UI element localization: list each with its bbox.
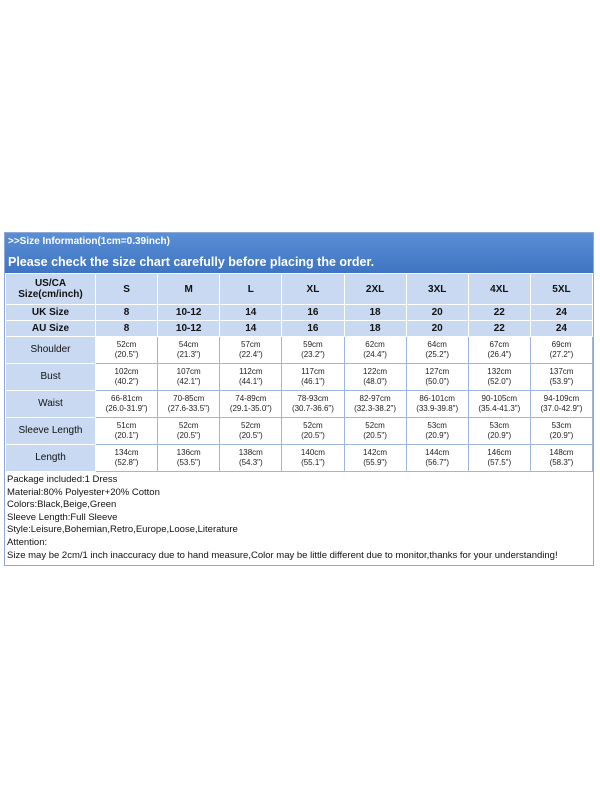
measurement-inch: (29.1-35.0")	[229, 404, 272, 413]
measurement-cm: 62cm	[365, 340, 385, 349]
measurement-cell	[96, 418, 158, 445]
measurement-inch: (40.2")	[114, 377, 139, 386]
au-size-value: 10-12	[158, 321, 220, 337]
uk-size-value: 16	[282, 305, 344, 321]
measurement-inch: (26.0-31.9")	[105, 404, 148, 413]
measurement-inch: (50.0")	[425, 377, 450, 386]
measurement-inch: (57.5")	[487, 458, 512, 467]
uk-size-value: 22	[468, 305, 530, 321]
product-notes	[5, 472, 593, 565]
measurement-cell	[220, 445, 282, 472]
size-header: L	[220, 274, 282, 305]
measurement-cm: 122cm	[363, 367, 388, 376]
au-size-value: 22	[468, 321, 530, 337]
measurement-cm: 140cm	[300, 448, 325, 457]
measurement-cell	[344, 337, 406, 364]
measurement-cell	[406, 445, 468, 472]
measurement-cell	[96, 445, 158, 472]
measurement-cell	[468, 337, 530, 364]
measurement-cm: 134cm	[114, 448, 139, 457]
size-header: M	[158, 274, 220, 305]
measurement-cm: 59cm	[303, 340, 323, 349]
measurement-cell	[530, 418, 592, 445]
note-line: Sleeve Length:Full Sleeve	[7, 511, 118, 523]
measurement-cell	[282, 391, 344, 418]
measurement-inch: (56.7")	[425, 458, 450, 467]
note-line: Attention:	[7, 536, 48, 548]
size-chart-card	[4, 232, 594, 566]
measurement-cm: 52cm	[116, 340, 137, 349]
measurement-cell	[468, 391, 530, 418]
measurement-cell	[282, 418, 344, 445]
uk-size-value: 8	[96, 305, 158, 321]
measurement-cell	[344, 364, 406, 391]
size-table	[5, 273, 593, 472]
measurement-cm: 52cm	[178, 421, 199, 430]
measurement-label: Shoulder	[6, 337, 96, 364]
measurement-inch: (23.2")	[301, 350, 325, 359]
measurement-inch: (32.3-38.2")	[354, 404, 397, 413]
measurement-cell	[530, 445, 592, 472]
measurement-cell	[344, 391, 406, 418]
measurement-row-length	[6, 445, 593, 472]
measurement-inch: (20.5")	[363, 431, 387, 440]
measurement-inch: (20.5")	[301, 431, 325, 440]
measurement-cell	[530, 364, 592, 391]
uk-size-value: 14	[220, 305, 282, 321]
measurement-cell	[406, 364, 468, 391]
measurement-label: Waist	[6, 391, 96, 418]
measurement-inch: (54.3")	[238, 458, 263, 467]
measurement-cell	[282, 337, 344, 364]
measurement-inch: (27.6-33.5")	[167, 404, 210, 413]
measurement-inch: (55.1")	[301, 458, 325, 467]
measurement-cell	[158, 364, 220, 391]
measurement-inch: (24.4")	[363, 350, 387, 359]
measurement-inch: (20.1")	[114, 431, 139, 440]
measurement-inch: (53.5")	[176, 458, 201, 467]
au-size-value: 8	[96, 321, 158, 337]
measurement-inch: (20.5")	[114, 350, 139, 359]
measurement-row-sleeve-length	[6, 418, 593, 445]
measurement-cm: 53cm	[551, 421, 572, 430]
measurement-cm: 137cm	[549, 367, 574, 376]
measurement-cell	[530, 391, 592, 418]
measurement-cell	[406, 337, 468, 364]
measurement-inch: (20.5")	[176, 431, 201, 440]
measurement-inch: (21.3")	[176, 350, 201, 359]
note-line: Size may be 2cm/1 inch inaccuracy due to hand measure,Color may be little different due to monitor,thanks for your understanding!	[7, 549, 558, 561]
au-size-value: 20	[406, 321, 468, 337]
measurement-cm: 52cm	[241, 421, 261, 430]
measurement-row-waist	[6, 391, 593, 418]
size-info-banner	[5, 233, 593, 273]
measurement-cm: 102cm	[114, 367, 139, 376]
measurement-cm: 142cm	[363, 448, 388, 457]
measurement-inch: (20.5")	[238, 431, 263, 440]
uk-size-value: 24	[530, 305, 592, 321]
measurement-cm: 67cm	[489, 340, 510, 349]
note-line: Material:80% Polyester+20% Cotton	[7, 486, 160, 498]
measurement-cm: 117cm	[301, 367, 325, 376]
measurement-cell	[220, 391, 282, 418]
measurement-cell	[406, 418, 468, 445]
measurement-cm: 70-85cm	[173, 394, 205, 403]
measurement-inch: (30.7-36.6")	[291, 404, 334, 413]
measurement-inch: (20.9")	[425, 431, 450, 440]
measurement-inch: (44.1")	[238, 377, 263, 386]
measurement-cm: 112cm	[239, 367, 263, 376]
measurement-cm: 86-101cm	[419, 394, 455, 403]
measurement-inch: (46.1")	[301, 377, 325, 386]
measurement-cm: 53cm	[427, 421, 447, 430]
measurement-cm: 136cm	[176, 448, 201, 457]
size-info-heading: >>Size Information(1cm=0.39inch)	[8, 236, 170, 247]
measurement-label: Bust	[6, 364, 96, 391]
measurement-cm: 52cm	[365, 421, 385, 430]
au-size-value: 16	[282, 321, 344, 337]
measurement-cell	[282, 364, 344, 391]
measurement-cm: 51cm	[116, 421, 137, 430]
measurement-inch: (20.9")	[487, 431, 512, 440]
measurement-cm: 54cm	[178, 340, 199, 349]
measurement-cell	[220, 364, 282, 391]
measurement-inch: (52.0")	[487, 377, 512, 386]
measurement-cm: 144cm	[425, 448, 450, 457]
measurement-inch: (52.8")	[114, 458, 139, 467]
au-size-value: 14	[220, 321, 282, 337]
measurement-inch: (27.2")	[549, 350, 574, 359]
measurement-inch: (58.3")	[549, 458, 574, 467]
measurement-cm: 90-105cm	[481, 394, 518, 403]
measurement-cm: 52cm	[303, 421, 323, 430]
size-header: 2XL	[344, 274, 406, 305]
au-size-value: 24	[530, 321, 592, 337]
uk-size-value: 18	[344, 305, 406, 321]
measurement-cm: 148cm	[549, 448, 574, 457]
note-line: Style:Leisure,Bohemian,Retro,Europe,Loose,Literature	[7, 524, 238, 536]
size-header: S	[96, 274, 158, 305]
measurement-inch: (37.0-42.9")	[540, 404, 583, 413]
us-ca-size-label: US/CA Size(cm/inch)	[6, 274, 96, 305]
measurement-cm: 64cm	[427, 340, 447, 349]
au-size-label: AU Size	[6, 321, 96, 337]
measurement-cell	[158, 418, 220, 445]
measurement-inch: (20.9")	[549, 431, 574, 440]
measurement-cell	[220, 418, 282, 445]
measurement-cell	[468, 364, 530, 391]
measurement-inch: (22.4")	[238, 350, 263, 359]
measurement-row-shoulder	[6, 337, 593, 364]
measurement-cm: 138cm	[238, 448, 263, 457]
measurement-cm: 78-93cm	[297, 394, 329, 403]
measurement-cm: 57cm	[241, 340, 261, 349]
au-size-row	[6, 321, 593, 337]
size-header: 3XL	[406, 274, 468, 305]
measurement-label: Length	[6, 445, 96, 472]
measurement-cm: 66-81cm	[111, 394, 143, 403]
measurement-cell	[158, 391, 220, 418]
uk-size-value: 20	[406, 305, 468, 321]
measurement-cell	[158, 445, 220, 472]
uk-size-value: 10-12	[158, 305, 220, 321]
measurement-cm: 132cm	[487, 367, 512, 376]
measurement-inch: (42.1")	[176, 377, 201, 386]
measurement-inch: (55.9")	[363, 458, 387, 467]
measurement-cell	[158, 337, 220, 364]
measurement-cell	[406, 391, 468, 418]
us-ca-size-row	[6, 274, 593, 305]
measurement-inch: (53.9")	[549, 377, 574, 386]
size-chart-notice: Please check the size chart carefully before placing the order.	[8, 255, 375, 269]
measurement-cm: 146cm	[487, 448, 512, 457]
measurement-cell	[468, 418, 530, 445]
measurement-cm: 127cm	[425, 367, 450, 376]
size-header: XL	[282, 274, 344, 305]
measurement-cm: 53cm	[489, 421, 510, 430]
au-size-value: 18	[344, 321, 406, 337]
measurement-inch: (35.4-41.3")	[478, 404, 521, 413]
measurement-row-bust	[6, 364, 593, 391]
measurement-cell	[468, 445, 530, 472]
measurement-inch: (48.0")	[363, 377, 387, 386]
measurement-cell	[96, 364, 158, 391]
measurement-cm: 69cm	[551, 340, 572, 349]
measurement-cell	[220, 337, 282, 364]
measurement-inch: (33.9-39.8")	[416, 404, 459, 413]
uk-size-label: UK Size	[6, 305, 96, 321]
measurement-inch: (25.2")	[425, 350, 450, 359]
measurement-cell	[282, 445, 344, 472]
measurement-cell	[96, 391, 158, 418]
measurement-cm: 94-109cm	[543, 394, 580, 403]
measurement-inch: (26.4")	[487, 350, 512, 359]
measurement-cell	[344, 445, 406, 472]
measurement-cell	[96, 337, 158, 364]
note-line: Colors:Black,Beige,Green	[7, 499, 117, 511]
measurement-cell	[344, 418, 406, 445]
measurement-cm: 82-97cm	[359, 394, 391, 403]
measurement-cm: 74-89cm	[235, 394, 267, 403]
size-header: 5XL	[530, 274, 592, 305]
measurement-label: Sleeve Length	[6, 418, 96, 445]
measurement-cell	[530, 337, 592, 364]
note-line: Package included:1 Dress	[7, 474, 118, 485]
size-header: 4XL	[468, 274, 530, 305]
uk-size-row	[6, 305, 593, 321]
measurement-cm: 107cm	[176, 367, 201, 376]
